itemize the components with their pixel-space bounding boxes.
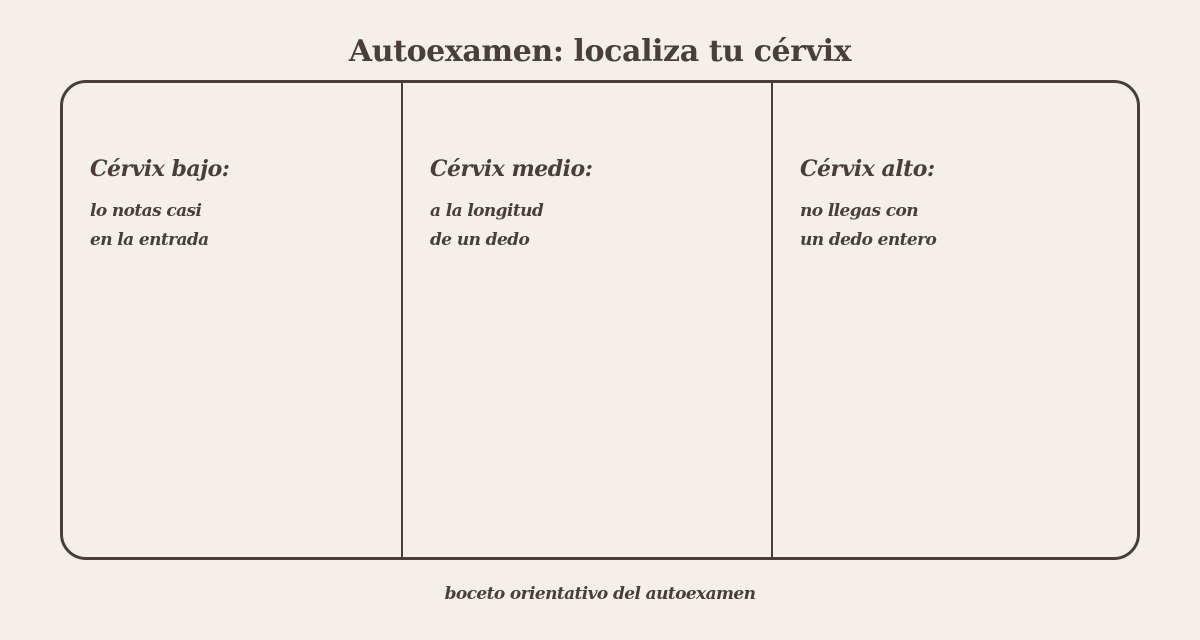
panel-heading: Cérvix alto: bbox=[800, 156, 935, 182]
diagram-caption: boceto orientativo del autoexamen bbox=[444, 584, 756, 604]
panel-description-line: un dedo entero bbox=[800, 230, 937, 250]
panel-description-line: de un dedo bbox=[430, 230, 530, 250]
panel-cervix-low bbox=[63, 83, 403, 557]
panel-description-line: a la longitud bbox=[430, 201, 544, 221]
page-title: Autoexamen: localiza tu cérvix bbox=[348, 34, 852, 69]
panel-heading: Cérvix bajo: bbox=[90, 156, 230, 182]
panel-heading: Cérvix medio: bbox=[430, 156, 593, 182]
panel-description-line: no llegas con bbox=[800, 201, 918, 221]
cervix-position-diagram bbox=[60, 80, 1140, 560]
panel-cervix-medium bbox=[403, 83, 773, 557]
panel-description-line: en la entrada bbox=[90, 230, 209, 250]
panel-description-line: lo notas casi bbox=[90, 201, 202, 221]
panel-cervix-high bbox=[773, 83, 1137, 557]
